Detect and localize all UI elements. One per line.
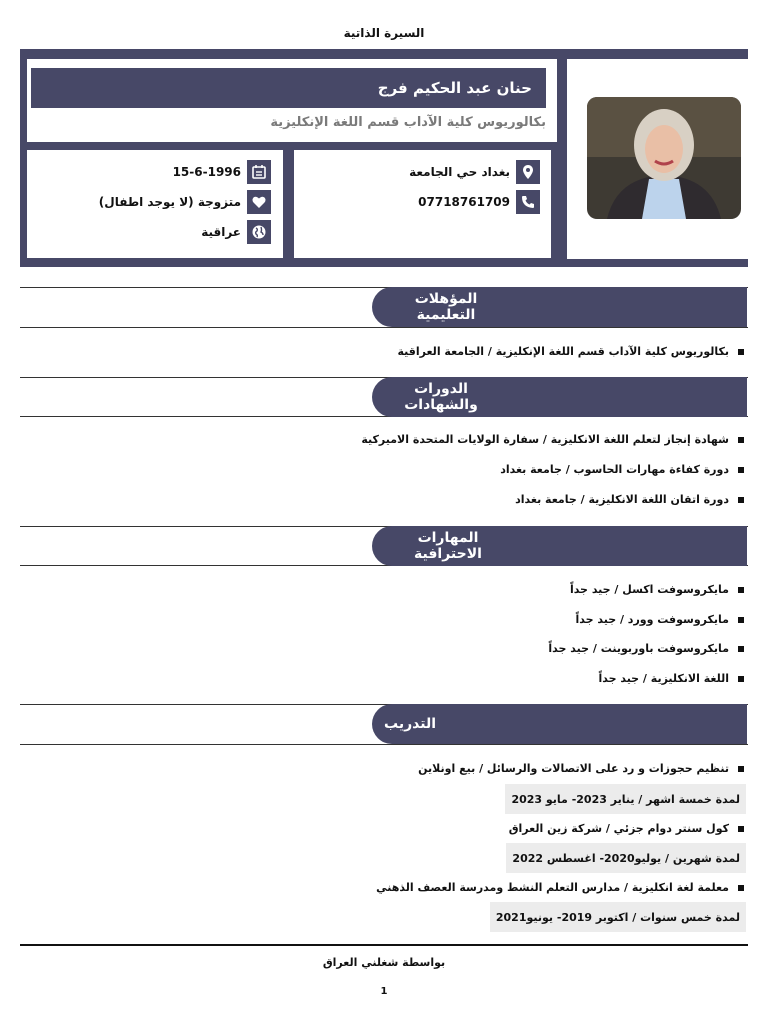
document-title: السيرة الذاتية: [343, 26, 425, 40]
contact-phone: [418, 190, 540, 214]
address-text: بغداد حي الجامعة: [409, 165, 510, 179]
list-item: مايكروسوفت باوربوينت / جيد جداً: [548, 642, 744, 655]
section-divider: [20, 744, 748, 745]
footer-credit: بواسطة شغلني العراق: [322, 956, 446, 969]
section-title: المؤهلات التعليمية: [414, 291, 478, 323]
contact-marital: [99, 190, 271, 214]
training-role: كول سنتر دوام جزئي / شركة زين العراق: [509, 822, 744, 835]
list-item: اللغة الانكليزية / جيد جداً: [598, 672, 744, 685]
contact-panel-left: [27, 150, 283, 258]
section-header-education: [372, 287, 747, 327]
bullet-icon: [738, 826, 744, 832]
birthdate-text: 15-6-1996: [172, 165, 241, 179]
section-header-skills: [372, 526, 747, 566]
phone-text: 07718761709: [418, 195, 510, 209]
list-item: مايكروسوفت وورد / جيد جداً: [575, 613, 744, 626]
bullet-icon: [738, 497, 744, 503]
training-duration: لمدة شهرين / يوليو2020- اغسطس 2022: [506, 843, 746, 873]
contact-nationality: [201, 220, 271, 244]
marital-text: متزوجة (لا يوجد اطفال): [98, 195, 241, 209]
footer-divider: [20, 944, 748, 946]
phone-icon: [516, 190, 540, 214]
list-item: مايكروسوفت اكسل / جيد جداً: [570, 583, 744, 596]
contact-panel-right: [294, 150, 551, 258]
location-pin-icon: [516, 160, 540, 184]
nationality-text: عراقية: [201, 225, 241, 239]
training-role: معلمة لغة انكليزية / مدارس التعلم النشط ومدرسة العصف الذهني: [376, 881, 744, 894]
contact-address: [409, 160, 540, 184]
training-duration: لمدة خمسة اشهر / يناير 2023- مايو 2023: [505, 784, 746, 814]
section-header-courses: [372, 377, 747, 417]
bullet-icon: [738, 467, 744, 473]
section-title: الدورات والشهادات: [404, 381, 478, 413]
training-duration: لمدة خمس سنوات / اكتوبر 2019- يونيو2021: [490, 902, 746, 932]
calendar-icon: [247, 160, 271, 184]
heart-icon: [247, 190, 271, 214]
section-title: التدريب: [384, 716, 436, 732]
bullet-icon: [738, 437, 744, 443]
page-number: 1: [380, 986, 388, 997]
section-title: المهارات الاحترافية: [414, 530, 482, 562]
section-header-training: [372, 704, 747, 744]
bullet-icon: [738, 349, 744, 355]
bullet-icon: [738, 617, 744, 623]
bullet-icon: [738, 766, 744, 772]
bullet-icon: [738, 587, 744, 593]
training-role: تنظيم حجوزات و رد على الاتصالات والرسائل / بيع اونلاين: [418, 762, 744, 775]
list-item: بكالوريوس كلية الآداب قسم اللغة الإنكليزية / الجامعة العراقية: [398, 345, 745, 358]
profile-photo: [587, 97, 741, 219]
full-name: حنان عبد الحكيم فرج: [377, 79, 532, 97]
list-item: دورة كفاءة مهارات الحاسوب / جامعة بغداد: [500, 463, 744, 476]
contact-birthdate: [173, 160, 271, 184]
bullet-icon: [738, 885, 744, 891]
globe-icon: [247, 220, 271, 244]
list-item: شهادة إنجاز لتعلم اللغة الانكليزية / سفارة الولايات المتحدة الاميركية: [361, 433, 744, 446]
section-divider: [20, 327, 748, 328]
bullet-icon: [738, 646, 744, 652]
degree-subtitle: بكالوريوس كلية الآداب قسم اللغة الإنكليزية: [270, 115, 546, 130]
bullet-icon: [738, 676, 744, 682]
name-bar: [31, 68, 546, 108]
list-item: دورة اتقان اللغة الانكليزية / جامعة بغداد: [515, 493, 744, 506]
